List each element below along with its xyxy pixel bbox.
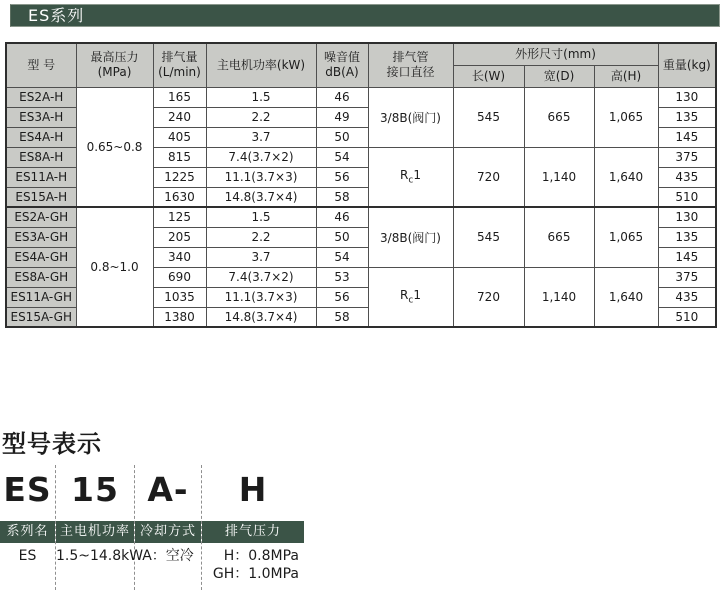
pipe-cell: 3/8B(阀门) xyxy=(368,87,453,147)
legend-column-power xyxy=(56,465,144,590)
col-header-displacement xyxy=(153,43,206,87)
col-header-noise xyxy=(316,43,368,87)
legend-value-line: GH：1.0MPa xyxy=(212,566,299,582)
weight-cell: 145 xyxy=(658,247,716,267)
displacement-cell: 405 xyxy=(153,127,206,147)
power-cell: 14.8(3.7×4) xyxy=(206,187,316,207)
legend-value-power xyxy=(56,543,144,565)
pipe-cell-text: R xyxy=(400,168,409,183)
header-row-1 xyxy=(6,43,716,65)
noise-cell: 54 xyxy=(316,247,368,267)
table-row xyxy=(6,207,716,227)
table-row xyxy=(6,87,716,107)
dim-w-cell: 545 xyxy=(453,87,524,147)
displacement-cell: 125 xyxy=(153,207,206,227)
model-cell: ES8A-H xyxy=(6,147,76,167)
noise-cell: 56 xyxy=(316,167,368,187)
noise-cell: 54 xyxy=(316,147,368,167)
legend-value-series xyxy=(0,543,55,565)
dim-h-cell: 1,640 xyxy=(594,147,658,207)
model-cell: ES8A-GH xyxy=(6,267,76,287)
weight-cell: 145 xyxy=(658,127,716,147)
legend-label-series: 系列名 xyxy=(0,521,55,543)
legend-label-power: 主电机功率 xyxy=(56,521,134,543)
col-header-displacement-line1: 排气量 xyxy=(161,50,198,65)
noise-cell: 58 xyxy=(316,187,368,207)
power-cell: 11.1(3.7×3) xyxy=(206,167,316,187)
model-cell: ES15A-H xyxy=(6,187,76,207)
pipe-cell-text: c xyxy=(408,295,414,306)
legend-value-line: H：0.8MPa xyxy=(223,548,299,564)
col-header-noise-line1: 噪音值 xyxy=(323,50,360,65)
power-cell: 14.8(3.7×4) xyxy=(206,307,316,327)
spec-table-body xyxy=(6,87,716,327)
model-designation-title: 型号表示 xyxy=(2,430,102,458)
dim-h-cell: 1,065 xyxy=(594,207,658,267)
displacement-cell: 815 xyxy=(153,147,206,167)
legend-value-pressure xyxy=(202,543,304,583)
displacement-cell: 205 xyxy=(153,227,206,247)
displacement-cell: 240 xyxy=(153,107,206,127)
displacement-cell: 340 xyxy=(153,247,206,267)
col-header-power: 主电机功率(kW) xyxy=(206,43,316,87)
weight-cell: 435 xyxy=(658,287,716,307)
pipe-cell xyxy=(368,267,453,327)
power-cell: 1.5 xyxy=(206,207,316,227)
legend-value-line: ES xyxy=(18,548,37,564)
model-cell: ES3A-GH xyxy=(6,227,76,247)
col-header-pressure-line1: 最高压力 xyxy=(90,50,139,65)
noise-cell: 46 xyxy=(316,87,368,107)
pipe-cell-text: 1 xyxy=(413,168,421,183)
weight-cell: 375 xyxy=(658,267,716,287)
noise-cell: 53 xyxy=(316,267,368,287)
displacement-cell: 690 xyxy=(153,267,206,287)
noise-cell: 56 xyxy=(316,287,368,307)
displacement-cell: 1225 xyxy=(153,167,206,187)
spec-table-header xyxy=(6,43,716,87)
model-cell: ES15A-GH xyxy=(6,307,76,327)
col-header-dim-w: 长(W) xyxy=(453,65,524,87)
displacement-cell: 1630 xyxy=(153,187,206,207)
pressure-cell: 0.8~1.0 xyxy=(76,207,153,327)
legend-label-pressure: 排气压力 xyxy=(202,521,304,543)
legend-column-series xyxy=(0,465,56,590)
model-designation-columns xyxy=(0,465,305,590)
noise-cell: 50 xyxy=(316,227,368,247)
weight-cell: 510 xyxy=(658,187,716,207)
series-banner-title: ES系列 xyxy=(28,6,85,25)
legend-value-line: A：空冷 xyxy=(142,548,194,564)
col-header-pipe-line1: 排气管 xyxy=(392,50,429,65)
pipe-cell: 3/8B(阀门) xyxy=(368,207,453,267)
legend-code-series: ES xyxy=(3,470,52,509)
weight-cell: 130 xyxy=(658,207,716,227)
power-cell: 3.7 xyxy=(206,127,316,147)
noise-cell: 49 xyxy=(316,107,368,127)
model-cell: ES2A-GH xyxy=(6,207,76,227)
col-header-pressure xyxy=(76,43,153,87)
model-cell: ES3A-H xyxy=(6,107,76,127)
col-header-weight: 重量(kg) xyxy=(658,43,716,87)
dim-h-cell: 1,640 xyxy=(594,267,658,327)
power-cell: 2.2 xyxy=(206,227,316,247)
pipe-cell-text: R xyxy=(400,288,409,303)
legend-value-cooling xyxy=(135,543,201,565)
dim-d-cell: 665 xyxy=(524,207,594,267)
col-header-dimensions: 外形尺寸(mm) xyxy=(453,43,658,65)
displacement-cell: 165 xyxy=(153,87,206,107)
col-header-pipe-line2: 接口直径 xyxy=(386,65,435,80)
displacement-cell: 1035 xyxy=(153,287,206,307)
weight-cell: 375 xyxy=(658,147,716,167)
col-header-model: 型 号 xyxy=(6,43,76,87)
dim-d-cell: 665 xyxy=(524,87,594,147)
series-banner xyxy=(10,4,720,27)
pressure-cell: 0.65~0.8 xyxy=(76,87,153,207)
noise-cell: 46 xyxy=(316,207,368,227)
weight-cell: 135 xyxy=(658,227,716,247)
noise-cell: 58 xyxy=(316,307,368,327)
dim-h-cell: 1,065 xyxy=(594,87,658,147)
power-cell: 11.1(3.7×3) xyxy=(206,287,316,307)
weight-cell: 135 xyxy=(658,107,716,127)
pipe-cell-text: c xyxy=(408,175,414,186)
noise-cell: 50 xyxy=(316,127,368,147)
col-header-dim-d: 宽(D) xyxy=(524,65,594,87)
model-cell: ES11A-GH xyxy=(6,287,76,307)
power-cell: 1.5 xyxy=(206,87,316,107)
power-cell: 7.4(3.7×2) xyxy=(206,147,316,167)
col-header-pressure-line2: (MPa) xyxy=(97,65,132,80)
weight-cell: 510 xyxy=(658,307,716,327)
dim-d-cell: 1,140 xyxy=(524,267,594,327)
weight-cell: 130 xyxy=(658,87,716,107)
col-header-dim-h: 高(H) xyxy=(594,65,658,87)
model-designation-section xyxy=(0,424,305,590)
spec-table xyxy=(5,42,717,328)
model-cell: ES11A-H xyxy=(6,167,76,187)
legend-column-cooling xyxy=(135,465,202,590)
model-cell: ES4A-GH xyxy=(6,247,76,267)
weight-cell: 435 xyxy=(658,167,716,187)
col-header-pipe xyxy=(368,43,453,87)
power-cell: 3.7 xyxy=(206,247,316,267)
model-cell: ES2A-H xyxy=(6,87,76,107)
dim-w-cell: 720 xyxy=(453,147,524,207)
legend-code-pressure: H xyxy=(238,470,268,509)
dim-d-cell: 1,140 xyxy=(524,147,594,207)
col-header-displacement-line2: (L/min) xyxy=(158,65,201,80)
dim-w-cell: 720 xyxy=(453,267,524,327)
legend-value-line: 1.5~14.8kW xyxy=(56,548,144,564)
pipe-cell xyxy=(368,147,453,207)
power-cell: 7.4(3.7×2) xyxy=(206,267,316,287)
dim-w-cell: 545 xyxy=(453,207,524,267)
col-header-noise-line2: dB(A) xyxy=(325,65,359,80)
legend-label-cooling: 冷却方式 xyxy=(135,521,201,543)
pipe-cell-text: 1 xyxy=(413,288,421,303)
legend-column-pressure xyxy=(202,465,304,590)
displacement-cell: 1380 xyxy=(153,307,206,327)
legend-code-power: 15 xyxy=(71,470,119,509)
model-cell: ES4A-H xyxy=(6,127,76,147)
legend-code-cooling: A- xyxy=(147,470,189,509)
power-cell: 2.2 xyxy=(206,107,316,127)
